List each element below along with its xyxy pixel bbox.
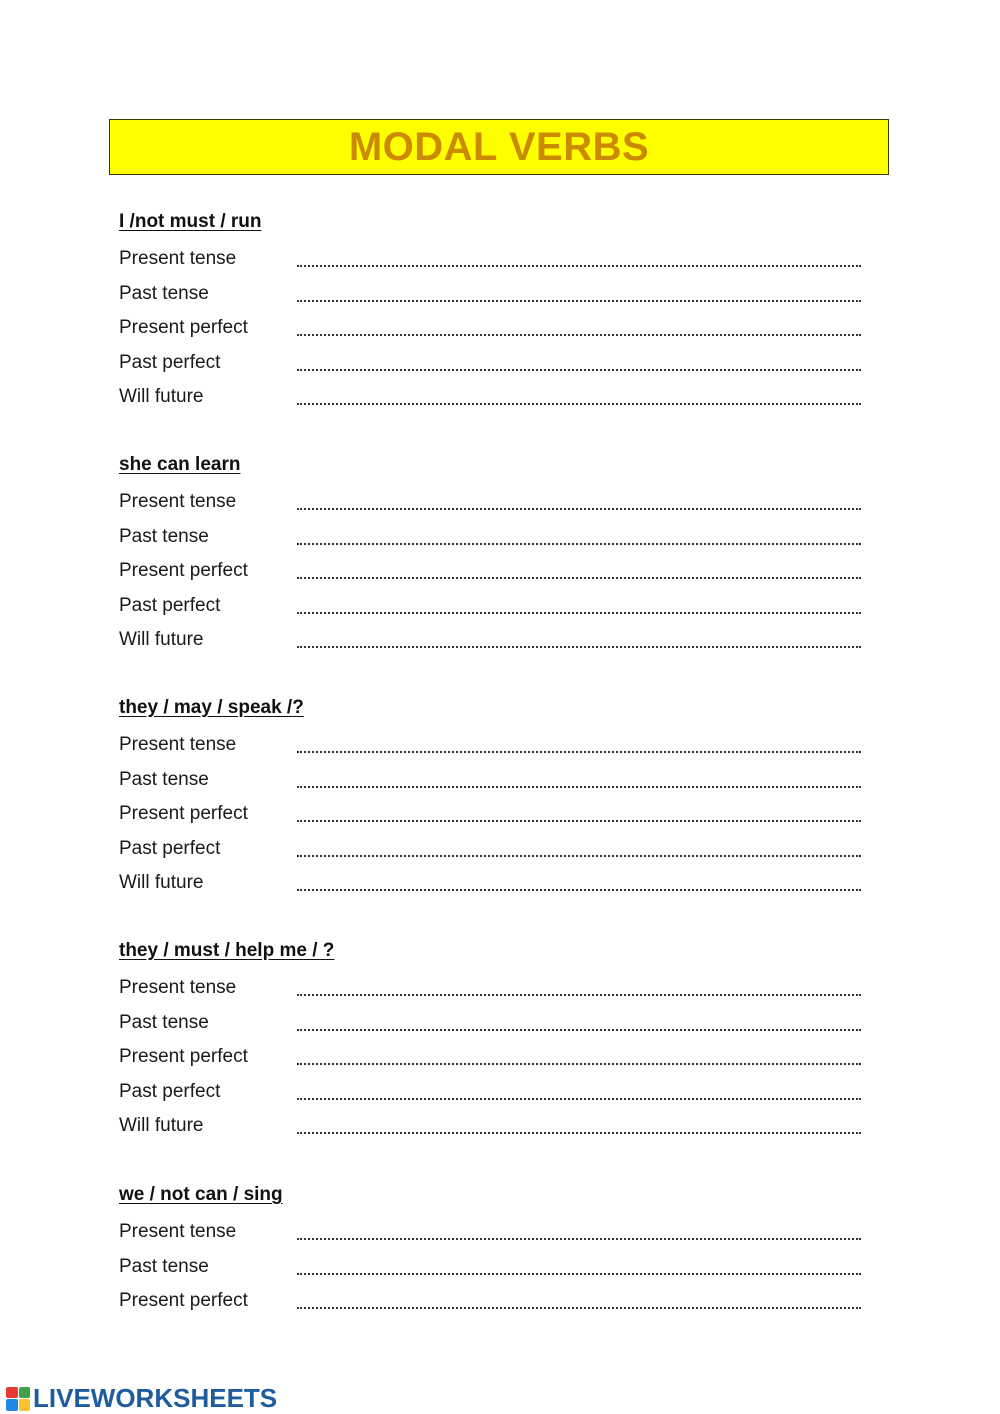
answer-row xyxy=(119,1250,864,1285)
answer-row xyxy=(119,346,864,381)
answer-field[interactable] xyxy=(297,592,861,614)
tense-label: Past tense xyxy=(119,282,209,304)
tense-label: Present tense xyxy=(119,1221,237,1242)
tense-label: Past perfect xyxy=(119,594,221,616)
answer-row xyxy=(119,832,864,867)
answer-row xyxy=(119,277,864,312)
tense-label: Will future xyxy=(119,872,204,894)
brand-name: LIVEWORKSHEETS xyxy=(33,1383,278,1413)
section-heading: they / must / help me / ? xyxy=(119,940,335,961)
answer-field[interactable] xyxy=(297,488,861,510)
answer-row xyxy=(119,520,864,555)
answer-field[interactable] xyxy=(297,245,861,267)
answer-field[interactable] xyxy=(297,1009,861,1031)
tense-label: Past tense xyxy=(119,525,209,547)
answer-field[interactable] xyxy=(297,1078,861,1100)
tense-label: Present perfect xyxy=(119,1046,248,1068)
answer-field[interactable] xyxy=(297,383,861,405)
answer-row xyxy=(119,1284,864,1319)
tense-label: Past tense xyxy=(119,1255,209,1277)
answer-row xyxy=(119,1109,864,1144)
answer-row xyxy=(119,1040,864,1075)
answer-row xyxy=(119,242,864,277)
answer-field[interactable] xyxy=(297,557,861,579)
tense-label: Present tense xyxy=(119,734,237,755)
answer-field[interactable] xyxy=(297,314,861,336)
answer-field[interactable] xyxy=(297,626,861,648)
tense-label: Present tense xyxy=(119,977,237,998)
answer-row xyxy=(119,311,864,346)
answer-row xyxy=(119,623,864,658)
answer-row xyxy=(119,728,864,763)
title-banner xyxy=(109,119,889,175)
answer-field[interactable] xyxy=(297,1253,861,1275)
section-heading: they / may / speak /? xyxy=(119,697,304,718)
answer-field[interactable] xyxy=(297,1287,861,1309)
answer-field[interactable] xyxy=(297,974,861,996)
answer-row xyxy=(119,866,864,901)
tense-label: Present perfect xyxy=(119,317,248,339)
exercise-section xyxy=(119,937,864,1144)
answer-field[interactable] xyxy=(297,1112,861,1134)
exercise-section xyxy=(119,1181,864,1319)
answer-field[interactable] xyxy=(297,523,861,545)
tense-label: Past perfect xyxy=(119,351,221,373)
tense-label: Present tense xyxy=(119,491,237,512)
tense-label: Will future xyxy=(119,1115,204,1137)
answer-field[interactable] xyxy=(297,869,861,891)
answer-row xyxy=(119,797,864,832)
tense-label: Will future xyxy=(119,629,204,651)
answer-field[interactable] xyxy=(297,280,861,302)
liveworksheets-logo-icon xyxy=(6,1387,30,1411)
section-heading: we / not can / sing xyxy=(119,1184,283,1205)
tense-label: Past perfect xyxy=(119,837,221,859)
tense-label: Past tense xyxy=(119,1011,209,1033)
answer-field[interactable] xyxy=(297,835,861,857)
tense-label: Present tense xyxy=(119,248,237,269)
answer-field[interactable] xyxy=(297,349,861,371)
answer-row xyxy=(119,485,864,520)
answer-field[interactable] xyxy=(297,800,861,822)
section-heading: I /not must / run xyxy=(119,211,262,232)
answer-row xyxy=(119,1006,864,1041)
exercise-section xyxy=(119,451,864,658)
tense-label: Past perfect xyxy=(119,1080,221,1102)
answer-field[interactable] xyxy=(297,1043,861,1065)
tense-label: Present perfect xyxy=(119,560,248,582)
answer-row xyxy=(119,380,864,415)
exercise-section xyxy=(119,694,864,901)
section-heading: she can learn xyxy=(119,454,241,475)
answer-field[interactable] xyxy=(297,731,861,753)
tense-label: Present perfect xyxy=(119,1290,248,1312)
answer-row xyxy=(119,1075,864,1110)
exercise-section xyxy=(119,208,864,415)
answer-row xyxy=(119,1215,864,1250)
answer-row xyxy=(119,589,864,624)
answer-row xyxy=(119,763,864,798)
tense-label: Will future xyxy=(119,386,204,408)
answer-row xyxy=(119,554,864,589)
answer-field[interactable] xyxy=(297,766,861,788)
page-title: MODAL VERBS xyxy=(348,124,650,169)
tense-label: Present perfect xyxy=(119,803,248,825)
answer-field[interactable] xyxy=(297,1218,861,1240)
tense-label: Past tense xyxy=(119,768,209,790)
answer-row xyxy=(119,971,864,1006)
liveworksheets-logo[interactable] xyxy=(6,1383,277,1414)
